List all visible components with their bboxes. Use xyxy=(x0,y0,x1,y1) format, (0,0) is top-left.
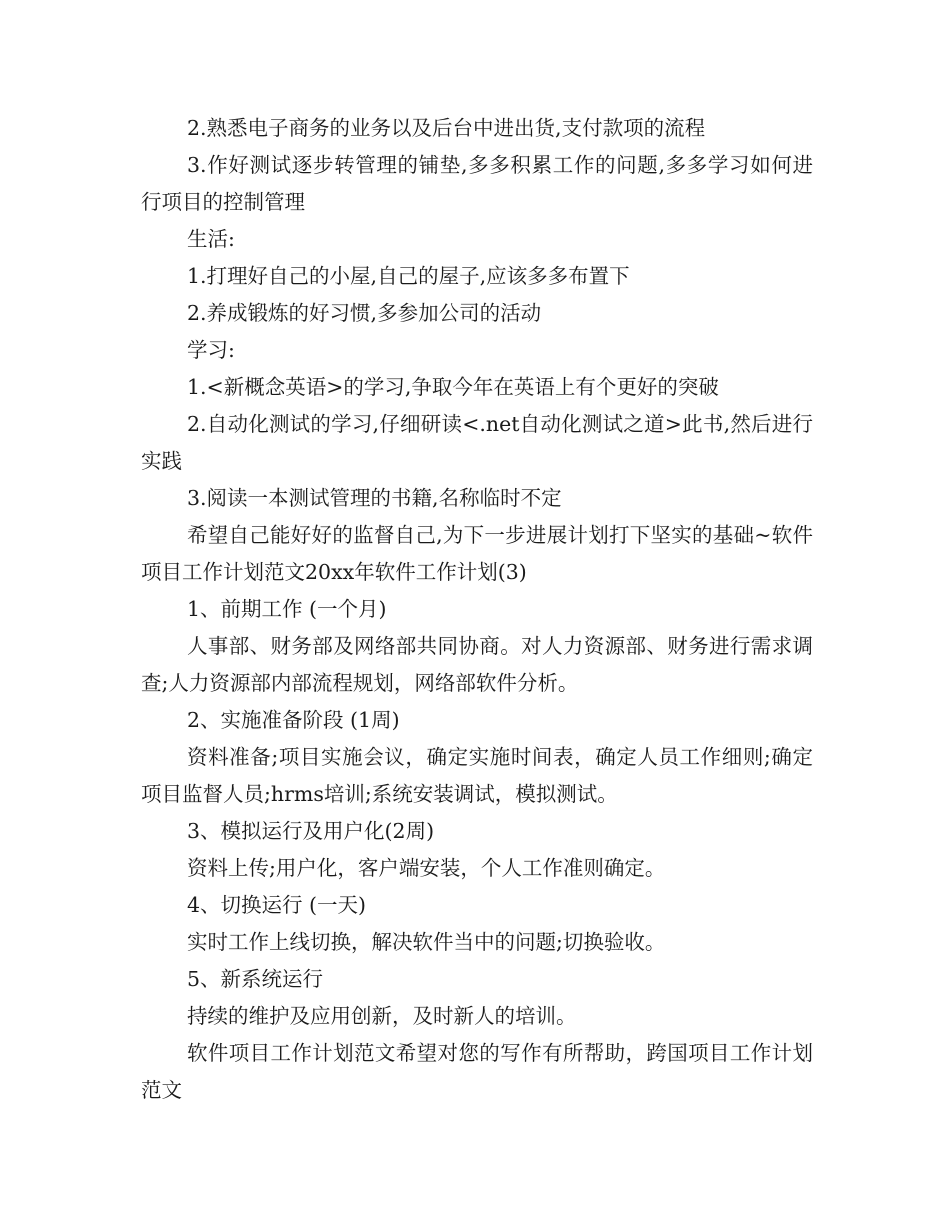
section-heading: 4、切换运行 (一天) xyxy=(187,893,367,917)
paragraph: 3.作好测试逐步转管理的铺垫,多多积累工作的问题,多多学习如何进行项目的控制管理 xyxy=(141,153,813,214)
document-body xyxy=(141,110,813,1109)
paragraph: 2.自动化测试的学习,仔细研读<.net自动化测试之道>此书,然后进行实践 xyxy=(141,412,813,473)
paragraph: 实时工作上线切换，解决软件当中的问题;切换验收。 xyxy=(187,930,666,954)
paragraph: 3.阅读一本测试管理的书籍,名称临时不定 xyxy=(187,486,562,510)
section-heading: 5、新系统运行 xyxy=(187,967,324,991)
section-heading: 学习: xyxy=(187,338,235,362)
section-heading: 3、模拟运行及用户化(2周) xyxy=(187,819,435,843)
paragraph: 2.熟悉电子商务的业务以及后台中进出货,支付款项的流程 xyxy=(187,116,706,140)
paragraph: 2.养成锻炼的好习惯,多参加公司的活动 xyxy=(187,301,542,325)
paragraph: 资料上传;用户化，客户端安装，个人工作准则确定。 xyxy=(187,856,666,880)
paragraph: 人事部、财务部及网络部共同协商。对人力资源部、财务进行需求调查;人力资源部内部流程规划，网络部软件分析。 xyxy=(141,634,813,695)
paragraph: 1.打理好自己的小屋,自己的屋子,应该多多布置下 xyxy=(187,264,630,288)
section-heading: 2、实施准备阶段 (1周) xyxy=(187,708,400,732)
section-heading: 1、前期工作 (一个月) xyxy=(187,597,387,621)
paragraph: 希望自己能好好的监督自己,为下一步进展计划打下坚实的基础~软件项目工作计划范文20xx年软件工作计划(3) xyxy=(141,523,813,584)
paragraph: 持续的维护及应用创新，及时新人的培训。 xyxy=(187,1004,577,1028)
section-heading: 生活: xyxy=(187,227,235,251)
paragraph: 软件项目工作计划范文希望对您的写作有所帮助，跨国项目工作计划范文 xyxy=(141,1041,813,1102)
paragraph: 1.<新概念英语>的学习,争取今年在英语上有个更好的突破 xyxy=(187,375,719,399)
paragraph: 资料准备;项目实施会议，确定实施时间表，确定人员工作细则;确定项目监督人员;hrms培训;系统安装调试，模拟测试。 xyxy=(141,745,813,806)
